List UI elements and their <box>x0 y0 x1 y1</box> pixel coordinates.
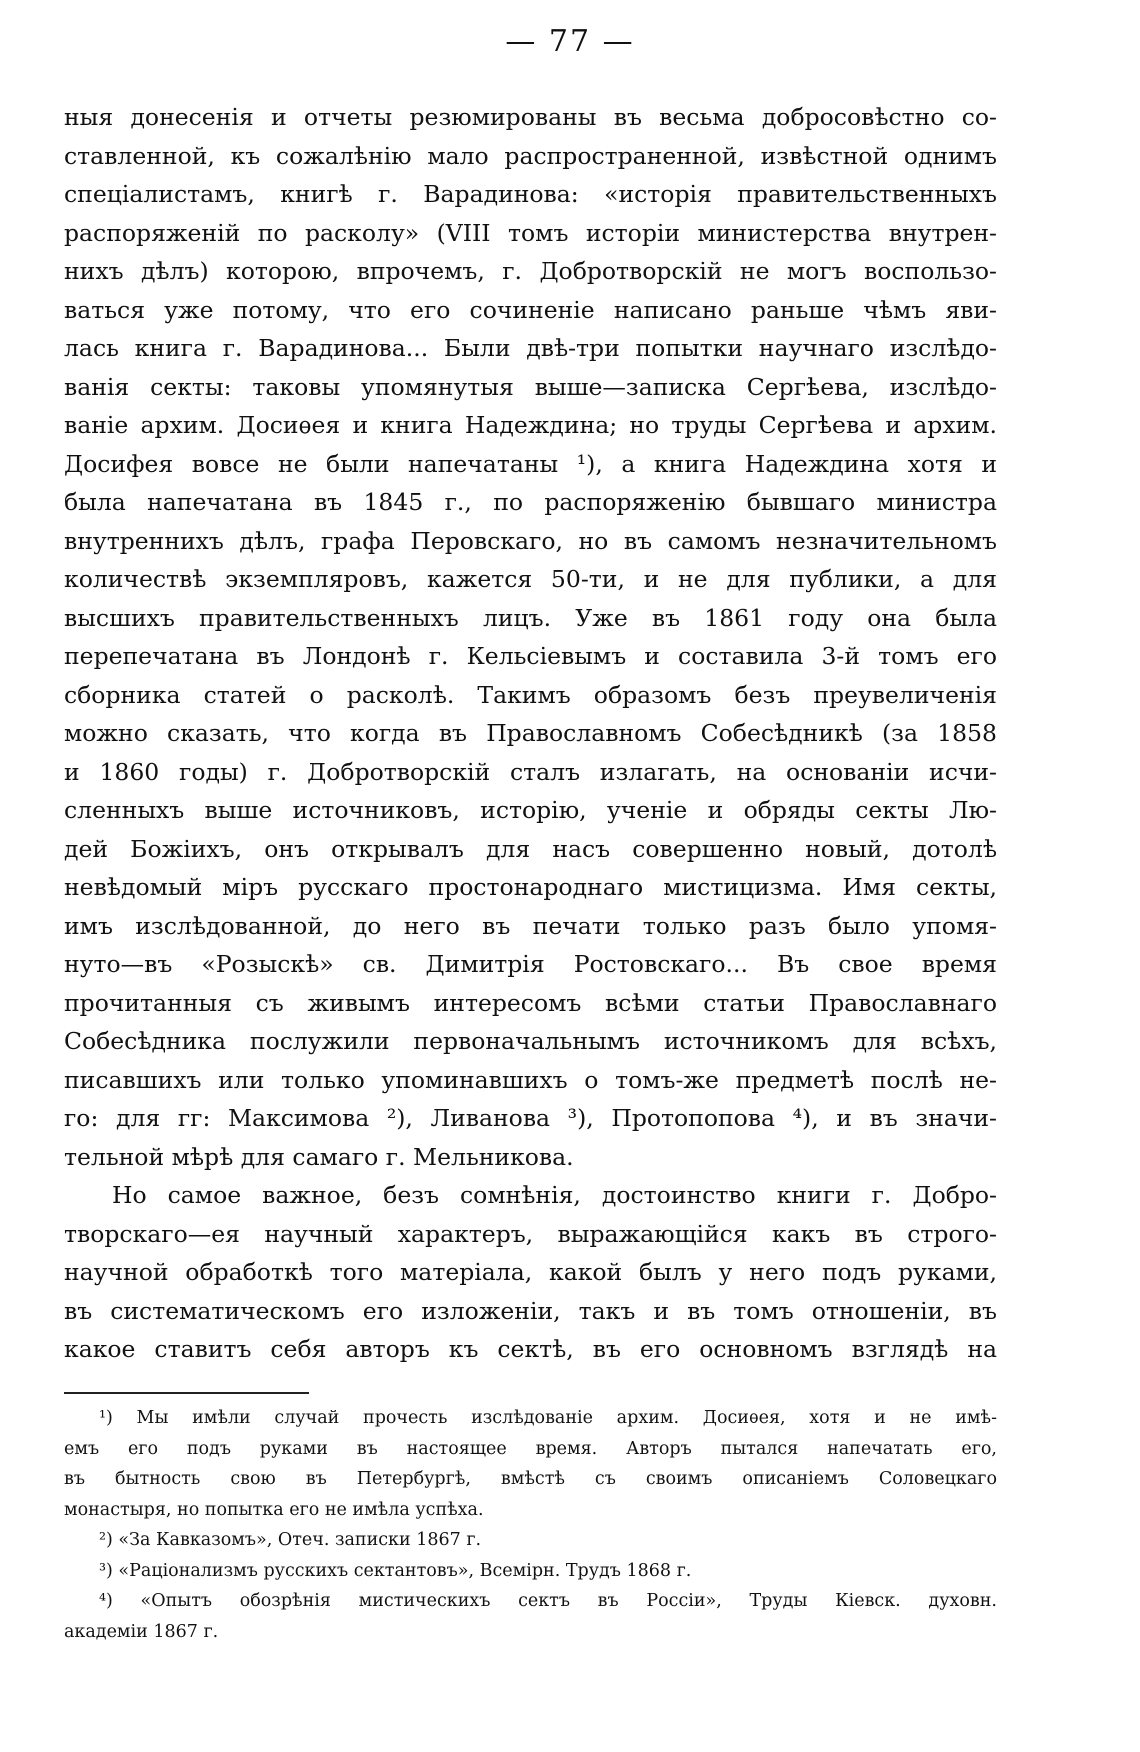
text-line: невѣдомый міръ русскаго простонароднаго мистицизма. Имя секты, <box>64 873 997 901</box>
text-line: тельной мѣрѣ для самаго г. Мельникова. <box>64 1142 574 1171</box>
text-line: ваніе архим. Досиѳея и книга Надеждина; но труды Сергѣева и архим. <box>64 411 997 439</box>
text-line: сборника статей о расколѣ. Такимъ образомъ безъ преувеличенія <box>64 680 997 709</box>
text-line: научной обработкѣ того матеріала, какой былъ у него подъ руками, <box>64 1258 997 1286</box>
footnote-line: ¹) Мы имѣли случай прочесть изслѣдованіе архим. Досиѳея, хотя и не имѣ- <box>99 1408 997 1428</box>
footnote-line: емъ его подъ руками въ настоящее время. Авторъ пытался напечатать его, <box>64 1438 997 1459</box>
text-line: количествѣ экземпляровъ, кажется 50-ти, и не для публики, а для <box>64 565 997 593</box>
footnote-line: монастыря, но попытка его не имѣла успѣха. <box>64 1499 484 1520</box>
text-line: творскаго—ея научный характеръ, выражающійся какъ въ строго- <box>64 1219 997 1248</box>
page-number: — 77 — <box>505 24 635 59</box>
footnotes <box>64 1403 997 1647</box>
text-line: прочитанныя съ живымъ интересомъ всѣми статьи Православнаго <box>64 988 997 1017</box>
footnote-line: академіи 1867 г. <box>64 1621 219 1642</box>
text-line: лась книга г. Варадинова... Были двѣ-три попытки научнаго изслѣдо- <box>64 334 997 362</box>
text-line: перепечатана въ Лондонѣ г. Кельсіевымъ и составила 3-й томъ его <box>64 642 997 670</box>
footnote-line: ²) «За Кавказомъ», Отеч. записки 1867 г. <box>99 1530 482 1550</box>
text-line: ныя донесенія и отчеты резюмированы въ весьма добросовѣстно со- <box>64 103 997 131</box>
text-line: нуто—въ «Розыскѣ» св. Димитрія Ростовскаго... Въ свое время <box>64 950 997 978</box>
text-line: ставленной, къ сожалѣнію мало распространенной, извѣстной однимъ <box>64 141 997 170</box>
text-line: внутреннихъ дѣлъ, графа Перовскаго, но въ самомъ незначительномъ <box>64 526 997 555</box>
text-line: писавшихъ или только упоминавшихъ о томъ-же предметѣ послѣ не- <box>64 1065 997 1094</box>
text-line: въ систематическомъ его изложеніи, такъ и въ томъ отношеніи, въ <box>64 1296 997 1325</box>
footnote-line: ⁴) «Опытъ обозрѣнія мистическихъ сектъ въ Россіи», Труды Кіевск. духовн. <box>99 1591 997 1611</box>
footnote-divider <box>64 1392 309 1394</box>
text-line: нихъ дѣлъ) которою, впрочемъ, г. Добротворскій не могъ воспользо- <box>64 257 997 285</box>
text-line: Но самое важное, безъ сомнѣнія, достоинство книги г. Добро- <box>112 1181 997 1209</box>
text-line: какое ставитъ себя авторъ къ сектѣ, въ его основномъ взглядѣ на <box>64 1335 997 1363</box>
text-line: была напечатана въ 1845 г., по распоряженію бывшаго министра <box>64 488 997 516</box>
text-line: ванія секты: таковы упомянутыя выше—записка Сергѣева, изслѣдо- <box>64 372 997 401</box>
text-line: спеціалистамъ, книгѣ г. Варадинова: «исторія правительственныхъ <box>64 180 997 208</box>
footnote-line: ³) «Раціонализмъ русскихъ сектантовъ», Всемірн. Трудъ 1868 г. <box>99 1560 692 1581</box>
text-line: распоряженій по расколу» (VIII томъ исторіи министерства внутрен- <box>64 218 997 247</box>
text-line: и 1860 годы) г. Добротворскій сталъ излагать, на основаніи исчи- <box>64 757 997 786</box>
text-line: можно сказать, что когда въ Православномъ Собесѣдникѣ (за 1858 <box>64 719 997 747</box>
main-text <box>64 98 997 1369</box>
footnote-line: въ бытность свою въ Петербургѣ, вмѣстѣ съ своимъ описаніемъ Соловецкаго <box>64 1469 997 1489</box>
text-line: го: для гг: Максимова ²), Ливанова ³), Протопопова ⁴), и въ значи- <box>64 1104 997 1132</box>
text-line: имъ изслѣдованной, до него въ печати только разъ было упомя- <box>64 911 997 940</box>
text-line: ваться уже потому, что его сочиненіе написано раньше чѣмъ яви- <box>64 295 997 324</box>
text-line: Досифея вовсе не были напечатаны ¹), а книга Надеждина хотя и <box>64 449 997 478</box>
text-line: дей Божіихъ, онъ открывалъ для насъ совершенно новый, дотолѣ <box>64 834 997 863</box>
text-line: сленныхъ выше источниковъ, исторію, ученіе и обряды секты Лю- <box>64 796 997 824</box>
text-line: Собесѣдника послужили первоначальнымъ источникомъ для всѣхъ, <box>64 1027 997 1055</box>
text-line: высшихъ правительственныхъ лицъ. Уже въ 1861 году она была <box>64 603 997 632</box>
